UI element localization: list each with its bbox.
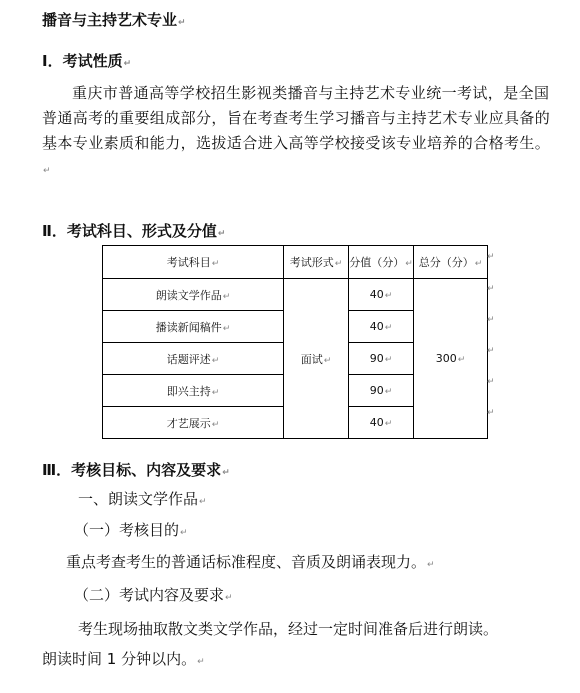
subsection-item-body-text: 重点考查考生的普通话标准程度、音质及朗诵表现力。 [66,553,427,571]
cell-mark-icon: ↵ [384,291,393,301]
cell-mark-icon: ↵ [211,355,220,366]
header-form-text: 考试形式 [289,256,334,269]
section3-heading-text: Ⅲ．考核目标、内容及要求 [42,461,222,479]
header-form [284,246,349,279]
header-subject-text: 考试科目 [166,256,211,269]
cell-form-text: 面试 [300,352,323,366]
subsection-item-body [66,551,435,576]
cell-subject [103,407,284,439]
paragraph-mark-icon: ↵ [43,166,51,176]
subsection-item-heading-text: （二）考试内容及要求 [74,586,225,604]
section1-heading [42,50,131,71]
cell-mark-icon: ↵ [384,387,393,397]
cell-score-text: 40 [369,320,384,333]
document-title-text: 播音与主持艺术专业 [42,11,178,29]
document-title [42,9,186,30]
cell-mark-icon: ↵ [222,291,231,302]
cell-score [349,407,414,439]
paragraph-mark-icon: ↵ [197,657,205,667]
cell-subject-text: 即兴主持 [166,384,211,398]
paragraph-mark-icon: ↵ [222,468,230,478]
paragraph-mark-icon: ↵ [199,497,207,507]
row-end-mark-icon: ↵ [487,408,495,418]
row-end-mark-icon: ↵ [487,377,495,387]
subsection-item-heading [74,519,188,544]
cell-mark-icon: ↵ [334,259,343,269]
header-total-text: 总分（分） [418,256,474,269]
section2-heading-text: Ⅱ．考试科目、形式及分值 [42,222,217,240]
section1-heading-text: Ⅰ．考试性质 [42,52,123,70]
cell-subject [103,279,284,311]
row-end-mark-icon: ↵ [487,315,495,325]
cell-subject [103,375,284,407]
cell-score [349,343,414,375]
row-end-mark-icon: ↵ [487,284,495,294]
paragraph-mark-icon: ↵ [225,593,233,603]
cell-subject [103,343,284,375]
section3-heading [42,459,230,480]
row-end-mark-icon: ↵ [487,252,495,262]
row-end-mark-icon: ↵ [487,346,495,356]
cell-score-text: 40 [369,288,384,301]
exam-table [102,245,488,439]
cell-score-text: 90 [369,384,384,397]
cell-total-text: 300 [435,352,457,365]
subsection-item-body [78,618,498,640]
cell-total [414,279,488,439]
header-total [414,246,488,279]
cell-mark-icon: ↵ [384,355,393,365]
cell-mark-icon: ↵ [405,259,413,269]
cell-score [349,311,414,343]
table-row [103,279,488,311]
cell-mark-icon: ↵ [323,355,332,366]
paragraph-mark-icon: ↵ [217,229,226,239]
subsection-heading [78,488,207,513]
cell-form [284,279,349,439]
section2-heading [42,220,225,241]
cell-mark-icon: ↵ [211,387,220,398]
paragraph-mark-icon: ↵ [123,59,132,69]
cell-subject-text: 才艺展示 [166,416,211,430]
subsection-item-heading [74,584,233,609]
cell-mark-icon: ↵ [211,259,220,269]
subsection-heading-text: 一、朗读文学作品 [78,490,199,508]
table-header-row [103,246,488,279]
subsection-item-body-continued [42,648,205,673]
cell-mark-icon: ↵ [222,323,231,334]
subsection-item-heading-text: （一）考核目的 [74,521,180,539]
paragraph-mark-icon: ↵ [180,528,188,538]
subsection-item-body-continued-text: 朗读时间 1 分钟以内。 [42,650,197,668]
cell-score [349,279,414,311]
cell-subject-text: 话题评述 [166,352,211,366]
cell-score-text: 40 [369,416,384,429]
cell-subject-text: 播读新闻稿件 [155,320,222,334]
header-subject [103,246,284,279]
section1-body-text: 重庆市普通高等学校招生影视类播音与主持艺术专业统一考试，是全国普通高考的重要组成部分，旨在考查考生学习播音与主持艺术专业应具备的基本专业素质和能力，选拔适合进入高等学校接受该专业培养的合格考生。 [42,84,551,152]
cell-subject [103,311,284,343]
section1-body [42,81,552,184]
cell-mark-icon: ↵ [384,419,393,429]
cell-mark-icon: ↵ [457,355,466,365]
cell-subject-text: 朗读文学作品 [155,288,222,302]
header-score [349,246,414,279]
cell-mark-icon: ↵ [211,419,220,430]
cell-mark-icon: ↵ [474,259,483,269]
cell-score-text: 90 [369,352,384,365]
cell-mark-icon: ↵ [384,323,393,333]
subsection-item-body-text: 考生现场抽取散文类文学作品，经过一定时间准备后进行朗读。 [78,620,499,638]
paragraph-mark-icon: ↵ [427,560,435,570]
header-score-text: 分值（分） [349,256,405,269]
paragraph-mark-icon: ↵ [178,18,186,28]
cell-score [349,375,414,407]
